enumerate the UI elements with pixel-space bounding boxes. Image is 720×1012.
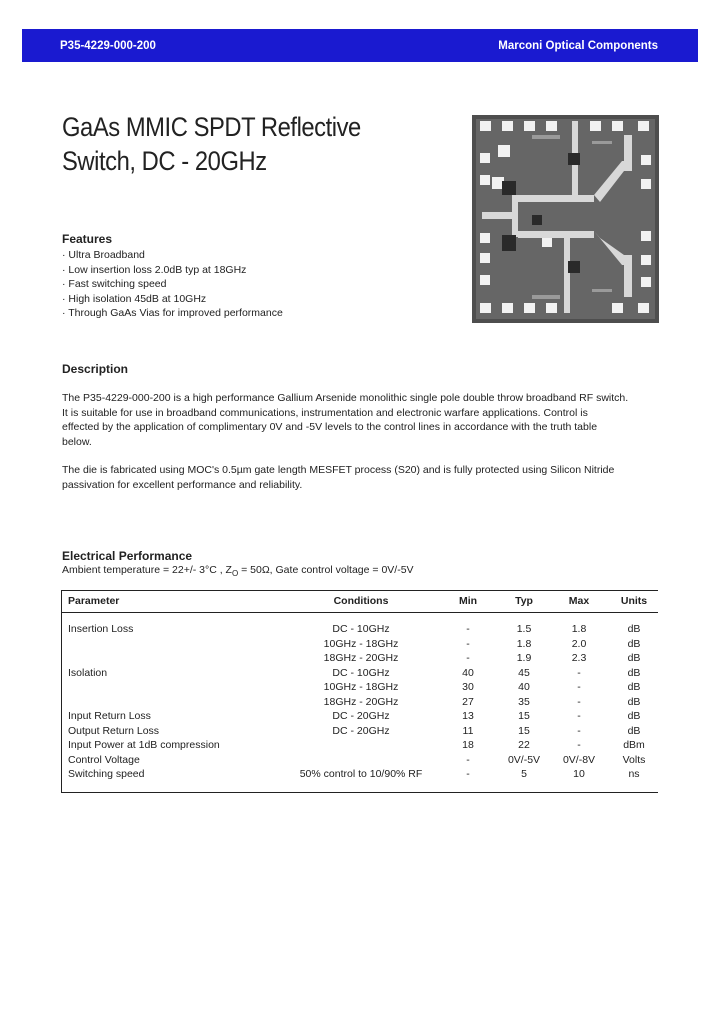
feature-item: · Ultra Broadband — [62, 248, 283, 263]
table-row: Input Return Loss DC - 20GHz 13 15 - dB — [68, 710, 641, 722]
description-heading: Description — [62, 362, 129, 376]
electrical-heading: Electrical Performance — [62, 549, 193, 563]
conditions-text-end: = 50Ω, Gate control voltage = 0V/-5V — [238, 564, 414, 576]
header-bar — [22, 29, 698, 62]
chip-die-drawing — [472, 115, 659, 323]
part-number: P35-4229-000-200 — [60, 40, 156, 52]
features-heading: Features — [62, 232, 113, 246]
table-row: Switching speed 50% control to 10/90% RF - 5 10 ns — [68, 768, 640, 780]
table-row: Control Voltage - 0V/-5V 0V/-8V Volts — [68, 753, 646, 766]
cell-param: Control Voltage — [68, 753, 140, 766]
table-row: 10GHz - 18GHz 30 40 - dB — [323, 681, 641, 693]
description-line: effected by the application of complimentary 0V and -5V levels to the control lines in accordance with the truth table — [62, 421, 598, 434]
performance-table: Parameter Conditions Min Typ Max Units Insertion Loss DC - 10GHz - 1.5 1.8 dB 10GHz - 18GHz - 1.8 2.0 dB 18GHz - 20GHz - 1.9 2.3 dB Isolation DC - 10GHz 40 45 - dB 10GHz - 18GHz 30 40 - dB 18GHz - 20GHz 27 35 - dB Input Return Loss DC - 20GHz 13 15 - dB Output Return Loss DC - 20GHz 11 15 - dB Input Power at 1dB compression 18 22 - dBm Control Voltage - 0V/-5V 0V/-8V Volts Switching speed 50% control to 10/90% RF - 5 10 ns — [61, 590, 658, 793]
cell-param: Isolation — [68, 666, 108, 679]
title-line-2: Switch, DC - 20GHz — [62, 146, 267, 176]
column-header-parameter: Parameter — [68, 595, 120, 607]
description-line: passivation for excellent performance and reliability. — [62, 478, 303, 491]
electrical-conditions — [62, 564, 414, 578]
feature-item: · Fast switching speed — [62, 277, 283, 292]
conditions-text: Ambient temperature = 22+/- 3°C , Z — [62, 564, 232, 576]
cell-param: Insertion Loss — [68, 623, 134, 635]
table-row: 18GHz - 20GHz - 1.9 2.3 dB — [323, 652, 641, 664]
description-line: The P35-4229-000-200 is a high performance Gallium Arsenide monolithic single pole double throw broadband RF switch. — [62, 392, 629, 404]
feature-item: · Through GaAs Vias for improved performance — [62, 306, 283, 321]
description-paragraph-1 — [62, 391, 662, 449]
cell-param: Output Return Loss — [68, 724, 160, 737]
features-list — [62, 248, 283, 321]
description-line: It is suitable for use in broadband communications, instrumentation and electronic warfare applications. Control is — [62, 406, 588, 419]
cell-param: Input Return Loss — [68, 710, 151, 722]
table-row: 10GHz - 18GHz - 1.8 2.0 dB — [323, 637, 641, 650]
cell-param: Input Power at 1dB compression — [68, 739, 220, 751]
cell-param: Switching speed — [68, 768, 145, 780]
description-paragraph-2 — [62, 463, 662, 492]
conditions-subscript: O — [231, 569, 239, 579]
company-name: Marconi Optical Components — [498, 40, 658, 52]
page-title — [62, 110, 396, 178]
chip-die-image — [472, 115, 659, 323]
description-line: below. — [62, 435, 92, 448]
table-row: Input Power at 1dB compression 18 22 - dBm — [68, 739, 645, 751]
feature-item: · Low insertion loss 2.0dB typ at 18GHz — [62, 263, 283, 278]
table-row: Output Return Loss DC - 20GHz 11 15 - dB — [68, 724, 641, 737]
table-row: 18GHz - 20GHz 27 35 - dB — [323, 695, 641, 708]
title-line-1: GaAs MMIC SPDT Reflective — [62, 112, 361, 142]
table-row: Insertion Loss DC - 10GHz - 1.5 1.8 dB — [68, 623, 641, 635]
feature-item: · High isolation 45dB at 10GHz — [62, 292, 283, 307]
description-line: The die is fabricated using MOC's 0.5µm gate length MESFET process (S20) and is fully protected using Silicon Nitride — [62, 464, 615, 476]
table-row: Isolation DC - 10GHz 40 45 - dB — [68, 666, 641, 679]
header-divider — [62, 612, 658, 613]
